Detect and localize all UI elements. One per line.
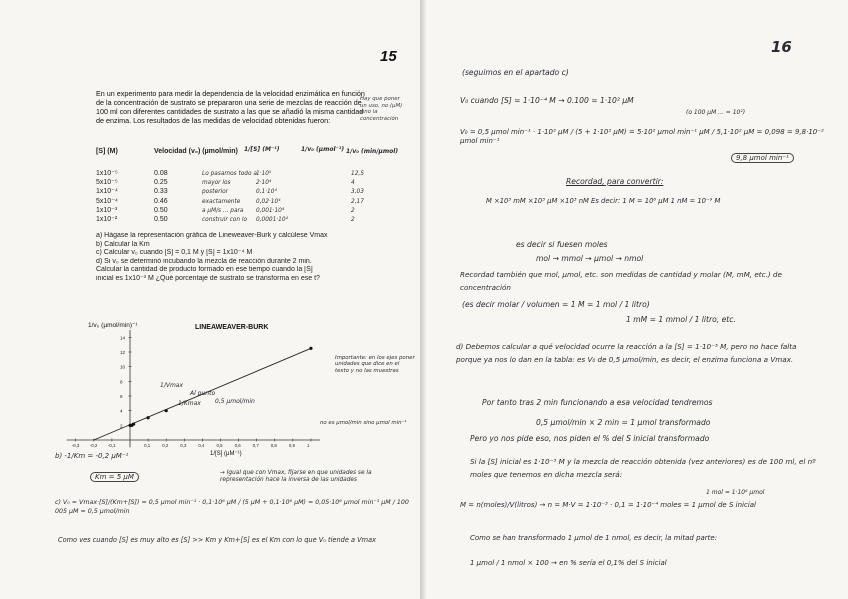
hand-note: Lo pasamos todo a	[202, 171, 257, 177]
hand-note: a µM/s ... para	[202, 207, 244, 214]
note-line: (o 100 µM ... = 10²)	[686, 109, 746, 116]
note-line: V₀ cuando [S] = 1·10⁻⁴ M → 0.100 = 1·10² µM	[460, 96, 634, 105]
questions-list	[96, 232, 368, 284]
header-inv-s: 1/[S] (M⁻¹)	[244, 146, 280, 153]
margin-note: Hay que poner un uso, no (µM) sino la concentración	[360, 96, 403, 122]
y-tick-label: 14	[120, 335, 126, 341]
data-point	[132, 422, 135, 425]
v-value: 0.50	[154, 206, 168, 214]
x-tick-label: 0,1	[144, 443, 151, 448]
v-value: 0.08	[154, 170, 168, 177]
hand-note: posterior	[202, 189, 229, 196]
y-tick-label: 8	[120, 379, 123, 385]
note-line: mol → mmol → µmol → nmol	[536, 254, 644, 263]
v-value: 0.25	[154, 179, 168, 187]
hand-notes-column	[202, 170, 257, 224]
problem-statement	[96, 90, 368, 126]
inv-s-value: 0,02·10⁴	[256, 198, 281, 205]
page-number-left: 15	[380, 48, 397, 65]
question-item: inicial es 1x10⁻³ M ¿Qué porcentaje de sustrato se transforma en ese t?	[96, 274, 320, 282]
inv-v-value: 12,5	[351, 171, 364, 177]
inv-s-value: 0,1·10⁴	[256, 189, 277, 196]
answer-b-line: b) -1/Km = -0,2 µM⁻¹	[55, 452, 129, 460]
x-tick-label: -0,2	[89, 443, 98, 448]
chart-annotation: 1/Vmax	[160, 382, 184, 389]
note-line: Como se han transformado 1 µmol de 1 nmol, es decir, la mitad parte:	[470, 534, 718, 542]
inv-s-value: 1·10⁵	[256, 171, 272, 177]
data-point	[165, 409, 168, 412]
inv-v-column	[351, 170, 364, 224]
inv-v-value: 4	[351, 180, 355, 187]
inv-s-value: 2·10⁴	[256, 180, 272, 187]
inv-s-value: 0,001·10⁴	[256, 207, 285, 214]
question-item: b) Calcular la Km	[96, 240, 150, 248]
y-tick-label: 4	[120, 408, 123, 414]
note-line: Recordad, para convertir:	[566, 177, 664, 186]
question-item: a) Hágase la representación gráfica de Lineweaver-Burk y calcúlese Vmax	[96, 232, 328, 239]
note-line: V₀ = 0,5 µmol min⁻¹ · 1·10² µM / (5 + 1·10² µM) = 5·10² µmol min⁻¹ µM / 5,1·10² µM = 0,098 = 9,8·10⁻² µmol min⁻¹	[460, 128, 824, 145]
header-inv-v-min: 1/v₀ (min/µmol)	[346, 148, 399, 155]
chart-note-units-2: no es µmol/min sino µmol min⁻¹	[320, 420, 407, 426]
inv-s-column	[256, 170, 288, 224]
inv-v-value: 3,03	[351, 189, 364, 196]
hand-note: exactamente	[202, 198, 241, 205]
inv-v-value: 2	[351, 207, 355, 214]
note-line: M ×10³ mM ×10³ µM ×10³ nM Es decir: 1 M = 10⁶ µM 1 nM = 10⁻⁹ M	[486, 197, 721, 205]
v-value: 0.50	[154, 215, 168, 223]
chart-layer	[67, 322, 320, 457]
hand-note: mayor los	[202, 180, 231, 187]
inv-v-value: 2,17	[351, 198, 364, 205]
answer-b-km: Km = 5 µM	[90, 472, 139, 482]
note-line: Por tanto tras 2 min funcionando a esa velocidad tendremos	[482, 398, 713, 407]
y-tick-label: 2	[120, 423, 123, 429]
answer-c-formula: c) V₀ = Vmax·[S]/(Km+[S]) = 0,5 µmol min⁻¹ · 0,1·10⁶ µM / (5 µM + 0,1·10⁶ µM) = 0,05·10⁶ µmol min⁻¹ µM / 100 005 µM = 0,5 µmol/min	[55, 499, 409, 515]
right-page	[426, 0, 848, 599]
x-tick-label: 0,7	[252, 443, 259, 448]
hand-note: construir con lo	[202, 216, 248, 223]
problem-text: En un experimento para medir la dependencia de la velocidad enzimática en función de la concentración de sustrato se prepararon una serie de mezclas de reacción de 100 ml con diferentes cantidades de sustrato a las que se añadió la misma cantidad de enzima. Los resultados de las medidas de velocidad obtenidas fueron:	[96, 89, 365, 125]
lineweaver-burk-chart	[0, 315, 420, 455]
note-line: 1 mM = 1 mmol / 1 litro, etc.	[626, 315, 736, 324]
x-tick-label: -0,3	[71, 443, 80, 448]
chart-annotation: 0,5 µmol/min	[215, 398, 255, 405]
part-d-text: d) Debemos calcular a qué velocidad ocurre la reacción a la [S] = 1·10⁻³ M, pero no hace falta porque ya nos lo dan en la tabla: es V₀ de 0,5 µmol/min, es decir, el enzima funciona a Vmax.	[456, 342, 797, 365]
x-tick-label: 0,2	[162, 443, 169, 448]
s-value: 5x10⁻⁵	[96, 179, 118, 187]
note-line: es decir si fuesen moles	[516, 240, 608, 249]
data-point	[146, 416, 149, 419]
chart-annotation: 1/Kmax	[178, 400, 201, 407]
x-tick-label: 0,8	[270, 443, 277, 448]
s-value: 1x10⁻⁵	[96, 170, 118, 177]
y-tick-label: 10	[120, 364, 126, 370]
answer-c-note: Como ves cuando [S] es muy alto es [S] >> Km y Km+[S] es el Km con lo que V₀ tiende a Vmax	[58, 536, 377, 544]
inv-s-value: 0,0001·10⁴	[256, 216, 288, 223]
note-line: 0,5 µmol/min × 2 min = 1 µmol transformado	[536, 418, 711, 427]
s-column	[96, 170, 118, 224]
s-value: 5x10⁻⁴	[96, 197, 118, 205]
x-tick-label: 0,4	[198, 443, 205, 448]
v-column	[154, 170, 168, 224]
inv-v-value: 2	[351, 216, 355, 223]
y-tick-label: 6	[120, 394, 123, 399]
note-line: Si la [S] inicial es 1·10⁻³ M y la mezcla de reacción obtenida (vez anteriores) es de 100 ml, el nº moles que tenemos en dicha mezcla será:	[470, 457, 816, 479]
x-tick-label: -0,1	[107, 443, 116, 448]
x-tick-label: 0,9	[288, 443, 295, 448]
v-value: 0.33	[154, 188, 168, 196]
note-line: (es decir molar / volumen = 1 M = 1 mol / 1 litro)	[462, 300, 650, 309]
left-page	[0, 0, 420, 599]
header-v: Velocidad (v₀) (µmol/min)	[154, 148, 238, 155]
final-answer: 1 µmol / 1 nmol × 100 → en % sería el 0,1% del S inicial	[470, 559, 667, 567]
y-axis-label: 1/v₀ (µmol/min)⁻¹	[88, 322, 138, 329]
note-line: 1 mol = 1·10⁶ µmol	[706, 489, 765, 496]
v-value: 0.46	[154, 197, 168, 205]
x-tick-label: 1	[306, 443, 310, 448]
data-point	[309, 347, 312, 350]
note-line: Recordad también que mol, µmol, etc. son medidas de cantidad y molar (M, mM, etc.) de concentración	[460, 270, 782, 292]
s-value: 1x10⁻³	[96, 206, 118, 214]
chart-title: LINEAWEAVER-BURK	[195, 324, 269, 331]
answer-b-note: → Igual que con Vmax, fijarse en que unidades se la representación hace la inversa de las unidades	[220, 470, 372, 484]
y-tick-label: 12	[120, 350, 126, 355]
s-value: 1x10⁻²	[96, 215, 118, 223]
note-line: (seguimos en el apartado c)	[462, 68, 569, 77]
chart-annotation: Al punto	[190, 390, 216, 397]
header-inv-v: 1/v₀ (µmol⁻¹)	[301, 146, 345, 153]
x-tick-label: 0,6	[234, 443, 241, 448]
x-tick-label: 0,3	[180, 443, 187, 448]
chart-note-units: Importante: en los ejes poner unidades que dice en el texto y no las muestras	[335, 355, 415, 374]
question-item: Calcular la cantidad de producto formado en ese tiempo cuando la [S]	[96, 266, 313, 274]
question-item: c) Calcular v₀ cuando [S] = 0,1 M y [S] = 1x10⁻⁴ M	[96, 249, 253, 257]
page-number-right: 16	[771, 38, 792, 56]
header-s: [S] (M)	[96, 148, 118, 155]
note-line: Pero yo nos pide eso, nos piden el % del S inicial transformado	[470, 434, 710, 443]
x-axis-label: 1/[S] (µM⁻¹)	[210, 451, 242, 457]
question-item: d) Si v₀ se determinó incubando la mezcla de reacción durante 2 min.	[96, 257, 312, 265]
result-box: 9,8 µmol min⁻¹	[731, 153, 794, 163]
molar-formula: M = n(moles)/V(litros) → n = M·V = 1·10⁻³ · 0,1 = 1·10⁻⁴ moles = 1 µmol de S inicial	[460, 501, 756, 509]
x-tick-label: 0,5	[216, 443, 223, 448]
s-value: 1x10⁻⁴	[96, 188, 118, 196]
